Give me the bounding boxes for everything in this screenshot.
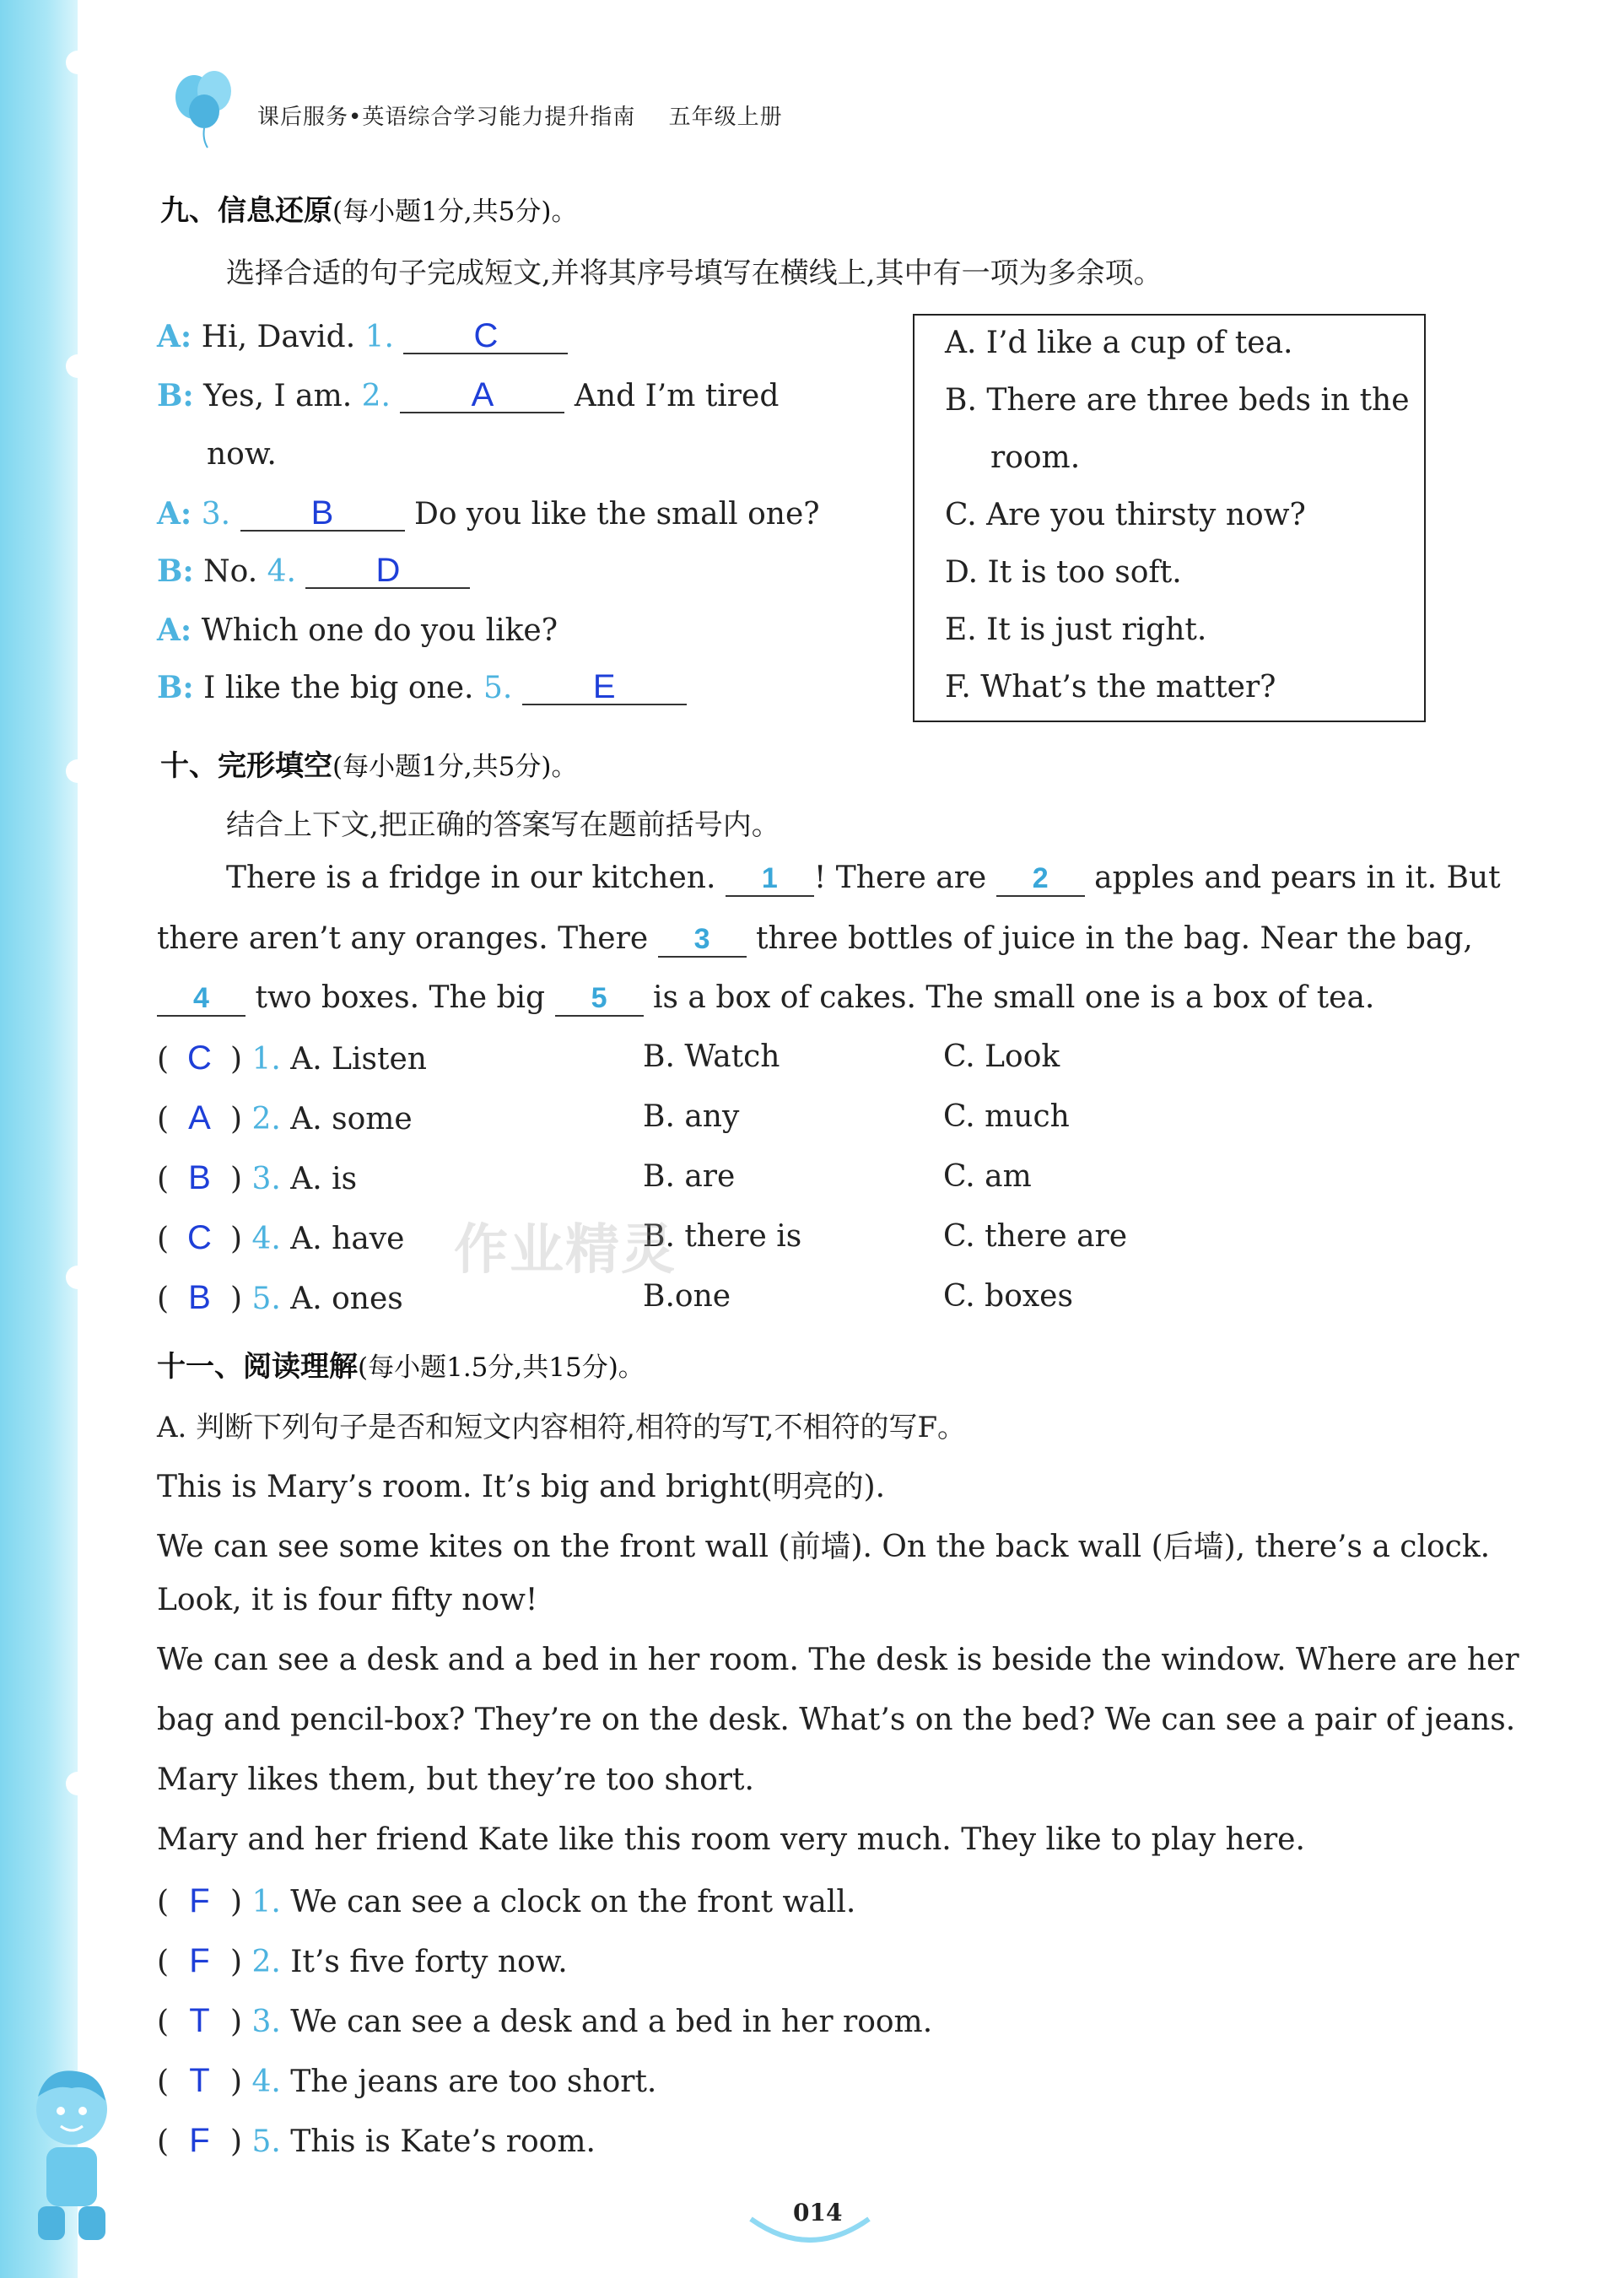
- question-number: 3.: [251, 2005, 281, 2039]
- dialogue-line-2: [157, 378, 779, 413]
- question-number: 4.: [251, 1222, 281, 1256]
- section11-title: [157, 1343, 645, 1385]
- choice-b: B. Watch: [643, 1039, 780, 1074]
- question-number: 2.: [251, 1945, 281, 1979]
- question-text: We can see a desk and a bed in her room.: [290, 2005, 933, 2039]
- answer-bracket: ( C ) 4. A. have: [157, 1219, 405, 1256]
- band-scallop: [66, 1266, 89, 1289]
- answer-bracket: ( A ) 2. A. some: [157, 1099, 413, 1136]
- cloze-line-3: [157, 980, 1374, 1017]
- header-grade: 五年级上册: [668, 105, 783, 130]
- question-text: We can see a clock on the front wall.: [290, 1885, 856, 1919]
- question-number: 5.: [251, 1282, 281, 1316]
- band-scallop: [66, 759, 89, 783]
- choice-a: A. Listen: [290, 1042, 427, 1077]
- speaker-label: A:: [157, 319, 192, 354]
- band-scallop: [66, 354, 89, 378]
- answer-value[interactable]: F: [189, 2122, 210, 2159]
- answer-value[interactable]: T: [189, 2002, 210, 2039]
- option-d: D. It is too soft.: [945, 555, 1182, 590]
- choice-c: C. am: [943, 1159, 1032, 1194]
- dialogue-text: I like the big one.: [203, 671, 474, 705]
- choice-a: A. have: [290, 1222, 405, 1256]
- question-number: 2.: [361, 379, 391, 413]
- dialogue-line-1: [157, 319, 568, 354]
- speaker-label: B:: [157, 378, 194, 413]
- question-number: 4.: [267, 554, 296, 589]
- answer-value[interactable]: T: [189, 2062, 210, 2099]
- reading-line-1: This is Mary’s room. It’s big and bright(明亮的).: [157, 1470, 886, 1504]
- cloze-blank-5: 5: [555, 981, 644, 1017]
- question-number: 3.: [251, 1162, 281, 1196]
- balloon-icon: [160, 59, 253, 152]
- cloze-text: apples and pears in it. But: [1094, 861, 1501, 895]
- option-c: C. Are you thirsty now?: [945, 498, 1306, 532]
- cloze-text: There is a fridge in our kitchen.: [226, 861, 716, 895]
- watermark: 作业精灵: [454, 1219, 677, 1282]
- answer-bracket: ( B ) 5. A. ones: [157, 1279, 403, 1316]
- choice-b: B. there is: [643, 1219, 802, 1254]
- speaker-label: B:: [157, 670, 194, 705]
- option-b-cont: room.: [990, 440, 1081, 475]
- answer-value[interactable]: F: [189, 1942, 210, 1979]
- section9-note: (每小题1分,共5分)。: [332, 197, 578, 227]
- answer-value[interactable]: F: [189, 1882, 210, 1919]
- reading-line-3: Look, it is four fifty now!: [157, 1583, 538, 1617]
- tf-question-1: ( F ) 1. We can see a clock on the front wall.: [157, 1882, 856, 1919]
- choice-b: B. are: [643, 1159, 736, 1194]
- section9-title: [160, 187, 578, 229]
- answer-value[interactable]: B: [188, 1279, 211, 1316]
- header: [257, 100, 783, 131]
- band-scallop: [66, 51, 89, 74]
- question-number: 4.: [251, 2065, 281, 2099]
- option-e: E. It is just right.: [945, 613, 1207, 647]
- cloze-line-2: [157, 921, 1473, 958]
- section9-instruction: 选择合适的句子完成短文,并将其序号填写在横线上,其中有一项为多余项。: [226, 256, 1163, 290]
- reading-line-5: bag and pencil-box? They’re on the desk. What’s on the bed? We can see a pair of jeans.: [157, 1703, 1516, 1737]
- cloze-blank-3: 3: [658, 922, 747, 958]
- option-b: B. There are three beds in the: [945, 383, 1410, 418]
- question-number: 2.: [251, 1102, 281, 1136]
- answer-value[interactable]: A: [188, 1099, 211, 1136]
- section10-title: [160, 742, 578, 784]
- answer-bracket: ( C ) 1. A. Listen: [157, 1039, 427, 1077]
- question-number: 1.: [364, 320, 394, 354]
- answer-blank-5[interactable]: E: [522, 670, 687, 705]
- band-scallop: [66, 1772, 89, 1795]
- boy-illustration-icon: [8, 2059, 135, 2253]
- dialogue-line-6: [157, 670, 687, 705]
- question-text: This is Kate’s room.: [290, 2124, 596, 2159]
- dialogue-line-3: [157, 496, 820, 532]
- answer-value[interactable]: C: [187, 1219, 212, 1256]
- tf-question-2: ( F ) 2. It’s five forty now.: [157, 1942, 568, 1979]
- cloze-text: three bottles of juice in the bag. Near the bag,: [756, 921, 1473, 956]
- section10-instruction: 结合上下文,把正确的答案写在题前括号内。: [226, 808, 780, 842]
- cloze-text: ! There are: [813, 861, 987, 895]
- reading-line-4: We can see a desk and a bed in her room. The desk is beside the window. Where are her: [157, 1643, 1519, 1677]
- answer-blank-3[interactable]: B: [240, 496, 405, 532]
- dialogue-line-4: [157, 553, 470, 589]
- tf-question-3: ( T ) 3. We can see a desk and a bed in her room.: [157, 2002, 933, 2039]
- question-number: 5.: [483, 671, 513, 705]
- tf-question-5: ( F ) 5. This is Kate’s room.: [157, 2122, 596, 2159]
- cloze-text: there aren’t any oranges. There: [157, 921, 649, 956]
- speaker-label: A:: [157, 496, 192, 532]
- reading-line-7: Mary and her friend Kate like this room very much. They like to play here.: [157, 1822, 1305, 1857]
- section11-title-text: 十一、阅读理解: [157, 1350, 358, 1384]
- section10-note: (每小题1分,共5分)。: [332, 752, 578, 782]
- choice-c: C. boxes: [943, 1279, 1073, 1314]
- decorative-side-band: [0, 0, 78, 2278]
- section9-title-text: 九、信息还原: [160, 194, 332, 228]
- reading-line-2: We can see some kites on the front wall (前墙). On the back wall (后墙), there’s a clock.: [157, 1530, 1491, 1564]
- tf-question-4: ( T ) 4. The jeans are too short.: [157, 2062, 657, 2099]
- reading-line-6: Mary likes them, but they’re too short.: [157, 1762, 754, 1797]
- answer-blank-4[interactable]: D: [305, 553, 470, 589]
- choice-c: C. Look: [943, 1039, 1060, 1074]
- question-number: 1.: [251, 1885, 281, 1919]
- section11-note: (每小题1.5分,共15分)。: [358, 1352, 645, 1383]
- speaker-label: A:: [157, 613, 192, 648]
- dialogue-text: Yes, I am.: [203, 379, 353, 413]
- cloze-blank-4: 4: [157, 981, 245, 1017]
- option-f: F. What’s the matter?: [945, 670, 1276, 704]
- dialogue-text: And I’m tired: [574, 379, 780, 413]
- choice-b: B. any: [643, 1099, 740, 1134]
- answer-blank-2[interactable]: A: [400, 378, 564, 413]
- question-text: The jeans are too short.: [290, 2065, 657, 2099]
- page-number: 014: [793, 2199, 843, 2227]
- answer-value[interactable]: C: [187, 1039, 212, 1077]
- section11-partA: A. 判断下列句子是否和短文内容相符,相符的写T,不相符的写F。: [157, 1411, 967, 1444]
- choice-a: A. ones: [290, 1282, 403, 1316]
- question-number: 1.: [251, 1042, 281, 1077]
- cloze-text: is a box of cakes. The small one is a box of tea.: [653, 980, 1375, 1015]
- choice-a: A. some: [290, 1102, 413, 1136]
- dialogue-text: No.: [203, 554, 258, 589]
- question-number: 3.: [201, 497, 231, 532]
- options-box: [913, 314, 1426, 722]
- cloze-line-1: [226, 861, 1501, 897]
- option-a: A. I’d like a cup of tea.: [945, 326, 1293, 360]
- cloze-blank-1: 1: [726, 861, 814, 897]
- answer-value[interactable]: B: [188, 1159, 211, 1196]
- dialogue-line-2b: now.: [207, 437, 277, 472]
- dialogue-line-5: [157, 613, 558, 648]
- dialogue-text: Hi, David.: [201, 320, 356, 354]
- speaker-label: B:: [157, 553, 194, 589]
- question-text: It’s five forty now.: [290, 1945, 568, 1979]
- cloze-blank-2: 2: [996, 861, 1085, 897]
- cloze-text: two boxes. The big: [255, 980, 546, 1015]
- choice-a: A. is: [290, 1162, 358, 1196]
- answer-bracket: ( B ) 3. A. is: [157, 1159, 358, 1196]
- dialogue-text: Which one do you like?: [201, 613, 558, 648]
- choice-c: C. much: [943, 1099, 1070, 1134]
- choice-c: C. there are: [943, 1219, 1128, 1254]
- header-title: 课后服务•英语综合学习能力提升指南: [257, 105, 636, 130]
- choice-b: B.one: [643, 1279, 731, 1314]
- answer-blank-1[interactable]: C: [403, 319, 568, 354]
- question-number: 5.: [251, 2124, 281, 2159]
- section10-title-text: 十、完形填空: [160, 749, 332, 783]
- dialogue-text: Do you like the small one?: [413, 497, 820, 532]
